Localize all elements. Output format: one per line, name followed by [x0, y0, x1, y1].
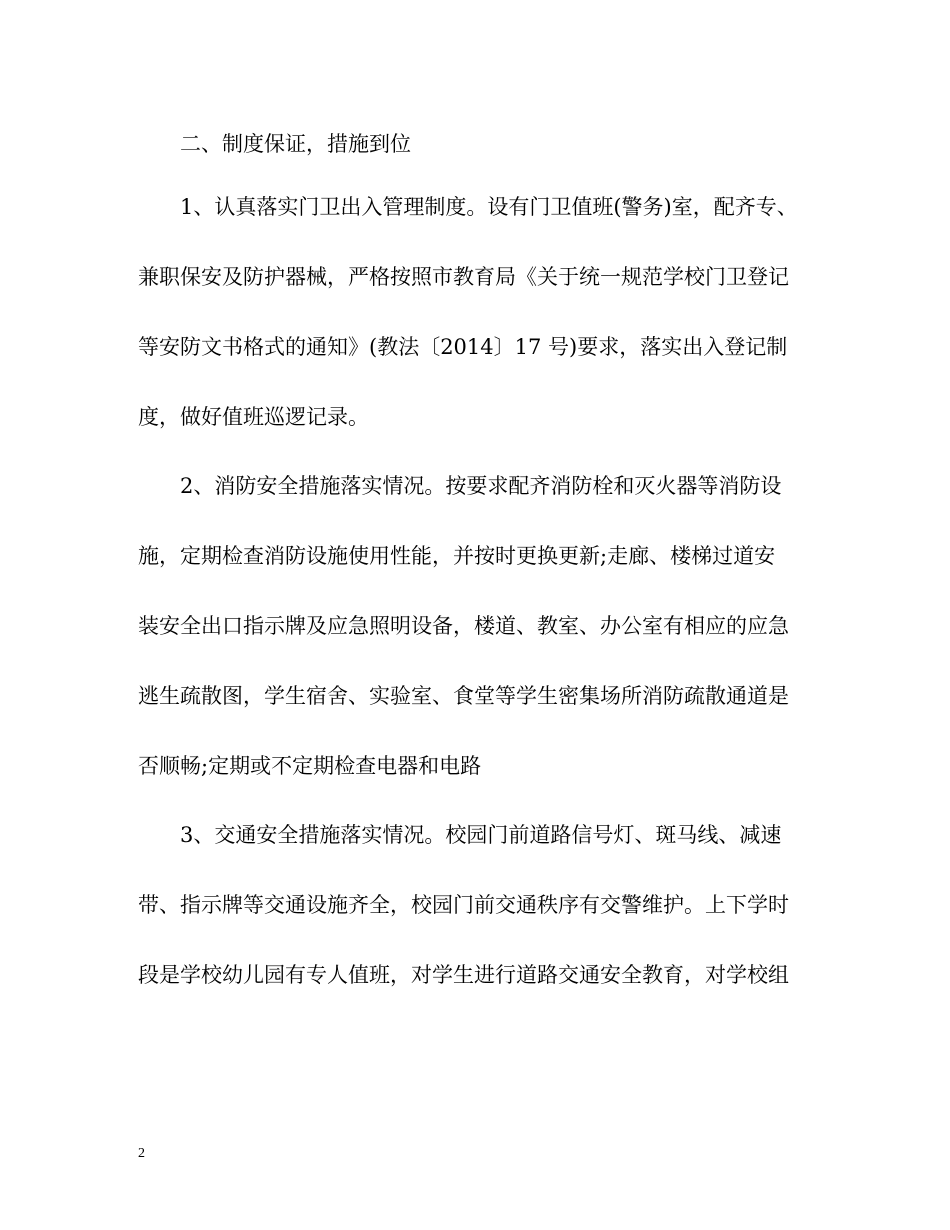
paragraph-line: 带、指示牌等交通设施齐全，校园门前交通秩序有交警维护。上下学时: [138, 893, 789, 917]
paragraph-line: 段是学校幼儿园有专人值班，对学生进行道路交通安全教育，对学校组: [138, 963, 789, 987]
paragraph-line: 1、认真落实门卫出入管理制度。设有门卫值班(警务)室，配齐专、: [180, 195, 798, 219]
paragraph-line: 兼职保安及防护器械，严格按照市教育局《关于统一规范学校门卫登记: [138, 265, 789, 289]
section-heading: 二、制度保证，措施到位: [180, 132, 411, 156]
paragraph-line: 否顺畅;定期或不定期检查电器和电路: [138, 754, 482, 778]
paragraph-line: 施，定期检查消防设施使用性能，并按时更换更新;走廊、楼梯过道安: [138, 544, 776, 568]
paragraph-line: 装安全出口指示牌及应急照明设备，楼道、教室、办公室有相应的应急: [138, 614, 789, 638]
paragraph-line: 2、消防安全措施落实情况。按要求配齐消防栓和灭火器等消防设: [180, 474, 782, 498]
page-number: 2: [138, 1146, 145, 1161]
paragraph-line: 3、交通安全措施落实情况。校园门前道路信号灯、斑马线、减速: [180, 823, 782, 847]
paragraph-line: 度，做好值班巡逻记录。: [138, 405, 369, 429]
paragraph-line: 逃生疏散图，学生宿舍、实验室、食堂等学生密集场所消防疏散通道是: [138, 684, 789, 708]
paragraph-line: 等安防文书格式的通知》(教法〔2014〕17 号)要求，落实出入登记制: [138, 335, 788, 359]
